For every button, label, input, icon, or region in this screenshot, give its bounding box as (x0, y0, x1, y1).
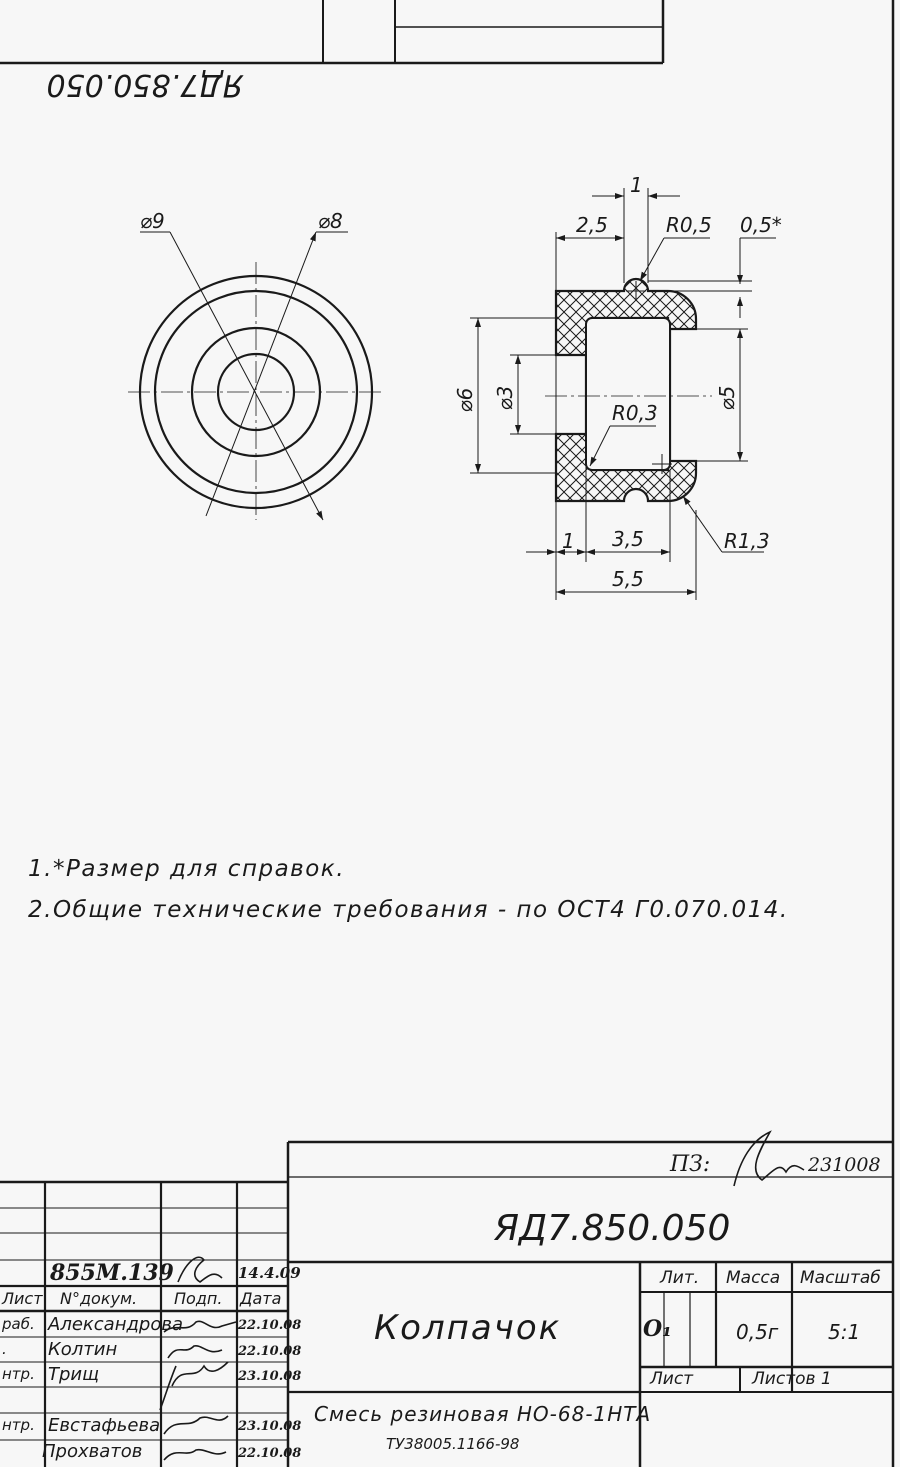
dim-r03: R0,3 (612, 401, 658, 425)
dim-2-5: 2,5 (576, 213, 608, 237)
dim-d5: ⌀5 (715, 385, 739, 411)
col-sign: Подп. (174, 1289, 223, 1308)
front-dia-outer-label: ⌀9 (140, 209, 165, 233)
row-4-date: 23.10.08 (238, 1419, 302, 1434)
front-view (128, 232, 384, 520)
inspection-stamp: ПЗ: (670, 1152, 711, 1177)
mass-header: Масса (726, 1268, 781, 1288)
col-doc: N°докум. (60, 1289, 138, 1308)
dim-d3: ⌀3 (493, 385, 517, 411)
scale-value: 5:1 (828, 1320, 861, 1344)
section-view (545, 279, 712, 501)
dim-r13: R1,3 (724, 529, 770, 553)
row-2-name: Колтин (48, 1339, 118, 1360)
part-name: Колпачок (374, 1308, 562, 1348)
front-dia-inner-label: ⌀8 (318, 209, 343, 233)
dim-3-5: 3,5 (612, 527, 644, 551)
sheets-label: Листов 1 (752, 1369, 832, 1389)
change-doc-no: 855М.139 (50, 1260, 174, 1286)
inspection-date: 231008 (808, 1154, 881, 1176)
row-5-name: Прохватов (42, 1441, 143, 1462)
dim-05-ref: 0,5* (740, 213, 782, 237)
row-2-role: . (2, 1340, 7, 1358)
top-stamp-code: ЯД7.850.050 (46, 67, 244, 102)
scale-header: Масштаб (800, 1268, 881, 1288)
col-date: Дата (240, 1289, 282, 1308)
row-3-date: 23.10.08 (238, 1369, 302, 1384)
lit-value: О₁ (643, 1316, 672, 1342)
mass-value: 0,5г (736, 1320, 779, 1344)
dim-top-1: 1 (630, 173, 643, 197)
dim-d6: ⌀6 (453, 387, 477, 413)
dim-1-bottom: 1 (562, 529, 575, 553)
designation: ЯД7.850.050 (494, 1208, 731, 1249)
lit-header: Лит. (660, 1268, 700, 1288)
row-4-role: нтр. (2, 1416, 35, 1434)
note-2: 2.Общие технические требования - по ОСТ4 Г0.070.014. (28, 897, 789, 923)
material-line-2: ТУ38005.1166-98 (386, 1435, 520, 1453)
material-line-1: Смесь резиновая НО-68-1НТА (314, 1402, 652, 1426)
dim-r05: R0,5 (666, 213, 712, 237)
row-4-name: Евстафьева (48, 1415, 161, 1436)
col-sheet: Лист (2, 1289, 43, 1308)
row-2-date: 22.10.08 (238, 1344, 302, 1359)
row-3-name: Трищ (48, 1364, 100, 1385)
dim-5-5: 5,5 (612, 567, 644, 591)
row-3-role: нтр. (2, 1365, 35, 1383)
note-1: 1.*Размер для справок. (28, 856, 346, 882)
row-1-name: Александрова (48, 1314, 183, 1335)
change-date: 14.4.09 (238, 1264, 301, 1282)
top-stamp-box (0, 0, 663, 102)
row-1-date: 22.10.08 (238, 1318, 302, 1333)
sheet-label: Лист (650, 1369, 694, 1389)
row-5-date: 22.10.08 (238, 1446, 302, 1461)
row-1-role: раб. (2, 1315, 35, 1333)
